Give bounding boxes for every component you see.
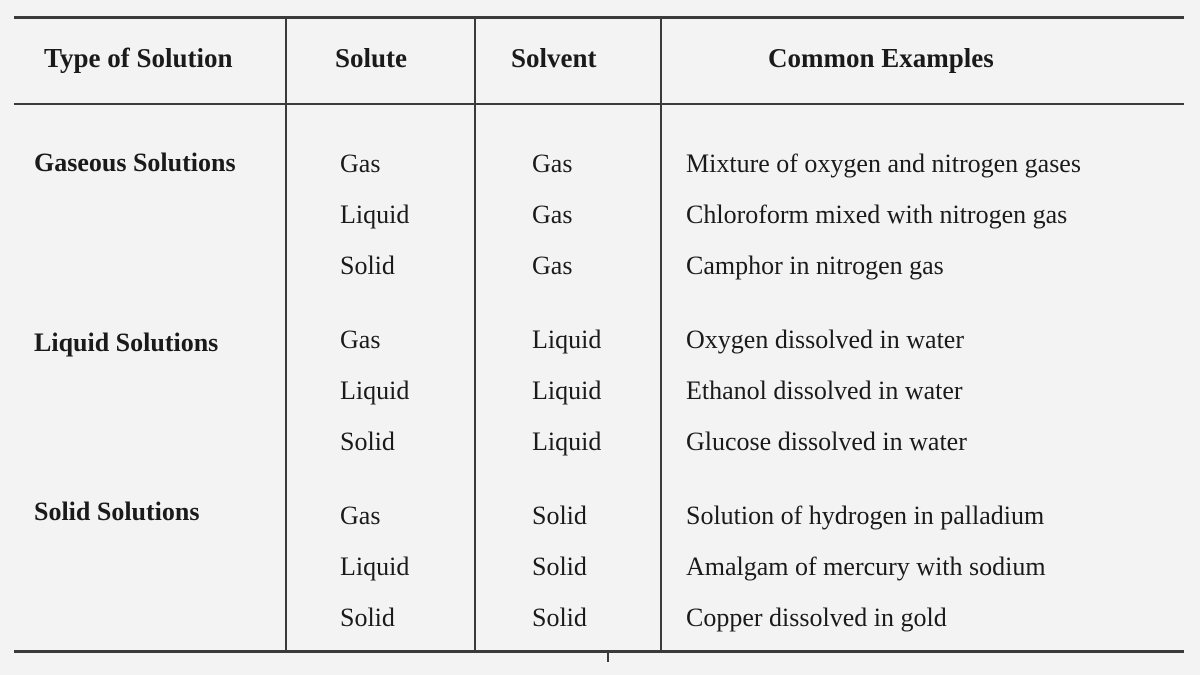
header-solvent: Solvent <box>511 43 597 73</box>
solute-cell: Solid <box>340 603 395 632</box>
example-cell: Chloroform mixed with nitrogen gas <box>686 200 1068 229</box>
solvent-cell: Gas <box>532 200 573 229</box>
column-divider <box>660 19 662 650</box>
solute-cell: Gas <box>340 149 381 178</box>
solute-cell: Liquid <box>340 552 410 581</box>
solute-cell: Solid <box>340 427 395 456</box>
example-cell: Camphor in nitrogen gas <box>686 251 944 280</box>
solute-cell: Liquid <box>340 200 410 229</box>
column-divider <box>474 19 476 650</box>
example-cell: Solution of hydrogen in palladium <box>686 501 1045 530</box>
header-divider <box>14 103 1184 105</box>
solvent-cell: Liquid <box>532 376 602 405</box>
solute-cell: Gas <box>340 325 381 354</box>
solvent-cell: Solid <box>532 501 587 530</box>
table-tick-mark <box>607 652 609 662</box>
solvent-cell: Solid <box>532 603 587 632</box>
solvent-cell: Liquid <box>532 427 602 456</box>
example-cell: Mixture of oxygen and nitrogen gases <box>686 149 1081 178</box>
solute-cell: Solid <box>340 251 395 280</box>
solvent-cell: Solid <box>532 552 587 581</box>
solutions-table <box>14 16 1184 653</box>
solute-cell: Gas <box>340 501 381 530</box>
group-label-solid: Solid Solutions <box>34 497 200 526</box>
example-cell: Amalgam of mercury with sodium <box>686 552 1046 581</box>
header-solute: Solute <box>335 43 408 73</box>
group-label-liquid: Liquid Solutions <box>34 328 219 357</box>
solvent-cell: Gas <box>532 251 573 280</box>
column-divider <box>285 19 287 650</box>
solute-cell: Liquid <box>340 376 410 405</box>
example-cell: Oxygen dissolved in water <box>686 325 965 354</box>
example-cell: Ethanol dissolved in water <box>686 376 963 405</box>
example-cell: Glucose dissolved in water <box>686 427 967 456</box>
example-cell: Copper dissolved in gold <box>686 603 947 632</box>
solvent-cell: Liquid <box>532 325 602 354</box>
group-label-gaseous: Gaseous Solutions <box>34 148 236 177</box>
solvent-cell: Gas <box>532 149 573 178</box>
header-common-examples: Common Examples <box>768 43 994 73</box>
header-type-of-solution: Type of Solution <box>44 43 233 73</box>
